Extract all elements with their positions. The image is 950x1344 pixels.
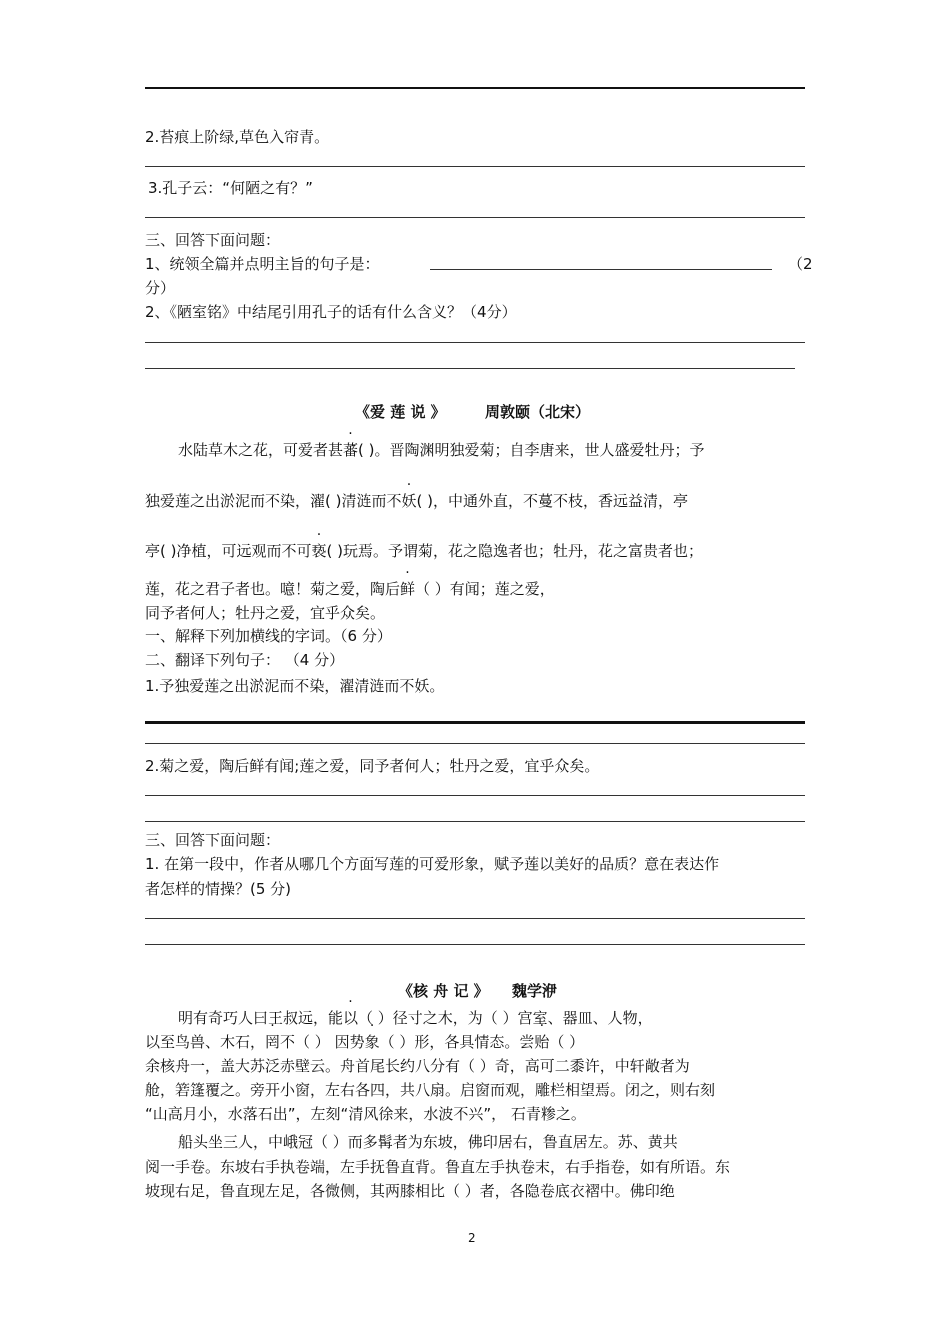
answer-line (145, 721, 805, 724)
passage-line: 同予者何人；牡丹之爱，宜乎众矣。 (145, 604, 386, 622)
fill-blank-line (430, 269, 772, 270)
passage-line: 明有奇巧人曰王叔远，能以（ ）径寸之木，为（ ）宫室、器皿、人物， (178, 1009, 653, 1027)
passage-line: 船头坐三人，中峨冠（ ）而多髯者为东坡，佛印居右，鲁直居左。苏、黄共 (178, 1133, 678, 1151)
answer-line (145, 821, 805, 822)
passage-line: 莲，花之君子者也。噫！菊之爱，陶后鲜（ ）有闻；莲之爱， (145, 580, 555, 598)
answer-line (145, 342, 805, 343)
answer-line (145, 166, 805, 167)
answer-line (145, 217, 805, 218)
essay-title-hezhou: 《核 舟 记 》 (398, 982, 489, 1000)
question-1-cont: 者怎样的情操？(5 分) (145, 880, 292, 898)
top-rule (145, 87, 805, 89)
passage-line: “山高月小，水落石出”，左刻“清风徐来，水波不兴”， 石青糁之。 (145, 1105, 586, 1123)
question-1-points: （2 (788, 255, 813, 273)
section-heading: 三、回答下面问题： (145, 231, 281, 249)
passage-line: 以至鸟兽、木石，罔不（ ） 因势象（ ）形，各具情态。尝贻（ ） (145, 1033, 585, 1051)
question-2: 2、《陋室铭》中结尾引用孔子的话有什么含义？（4分） (145, 303, 517, 321)
question-1: 1. 在第一段中，作者从哪几个方面写莲的可爱形象，赋予莲以美好的品质？意在表达作 (145, 855, 720, 873)
passage-line: 水陆草木之花，可爱者甚蕃( )。晋陶渊明独爱菊；自李唐来，世人盛爱牡丹；予 (178, 441, 705, 459)
passage-line: 余核舟一，盖大苏泛赤壁云。舟首尾长约八分有（ ）奇，高可二黍许，中轩敞者为 (145, 1057, 690, 1075)
passage-line: 亭( )净植，可远观而不可亵( )玩焉。予谓菊，花之隐逸者也；牡丹，花之富贵者也； (145, 542, 703, 560)
answer-line (145, 743, 805, 744)
translate-line-3: 3.孔子云：“何陋之有？” (148, 179, 313, 197)
question-1-points-cont: 分） (145, 279, 176, 297)
answer-line (145, 944, 805, 945)
answer-line (145, 795, 805, 796)
passage-line: 坡现右足，鲁直现左足，各微侧，其两膝相比（ ）者，各隐卷底衣褶中。佛印绝 (145, 1182, 675, 1200)
passage-line: 阅一手卷。东坡右手执卷端，左手抚鲁直背。鲁直左手执卷末，右手指卷，如有所语。东 (145, 1158, 731, 1176)
passage-line: 独爱莲之出淤泥而不染，濯( )清涟而不妖( )，中通外直，不蔓不枝，香远益清，亭 (145, 492, 688, 510)
page-number: 2 (468, 1231, 476, 1245)
essay-author-ailian: 周敦颐（北宋） (485, 403, 591, 421)
question-1: 1、统领全篇并点明主旨的句子是： (145, 255, 380, 273)
section-heading: 三、回答下面问题： (145, 831, 281, 849)
section-heading: 二、翻译下列句子： （4 分） (145, 651, 345, 669)
answer-line (145, 368, 795, 369)
passage-line: 舱，箬篷覆之。旁开小窗，左右各四，共八扇。启窗而观，雕栏相望焉。闭之，则右刻 (145, 1081, 716, 1099)
essay-title-ailian: 《爱 莲 说 》 (355, 403, 446, 421)
essay-author-hezhou: 魏学洢 (512, 982, 558, 1000)
section-heading: 一、解释下列加横线的字词。（6 分） (145, 627, 392, 645)
answer-line (145, 918, 805, 919)
translate-line-1: 1.予独爱莲之出淤泥而不染，濯清涟而不妖。 (145, 677, 445, 695)
translate-line-2: 2.菊之爱，陶后鲜有闻;莲之爱，同予者何人；牡丹之爱，宜乎众矣。 (145, 757, 600, 775)
translate-line-2: 2.苔痕上阶绿,草色入帘青。 (145, 128, 330, 146)
